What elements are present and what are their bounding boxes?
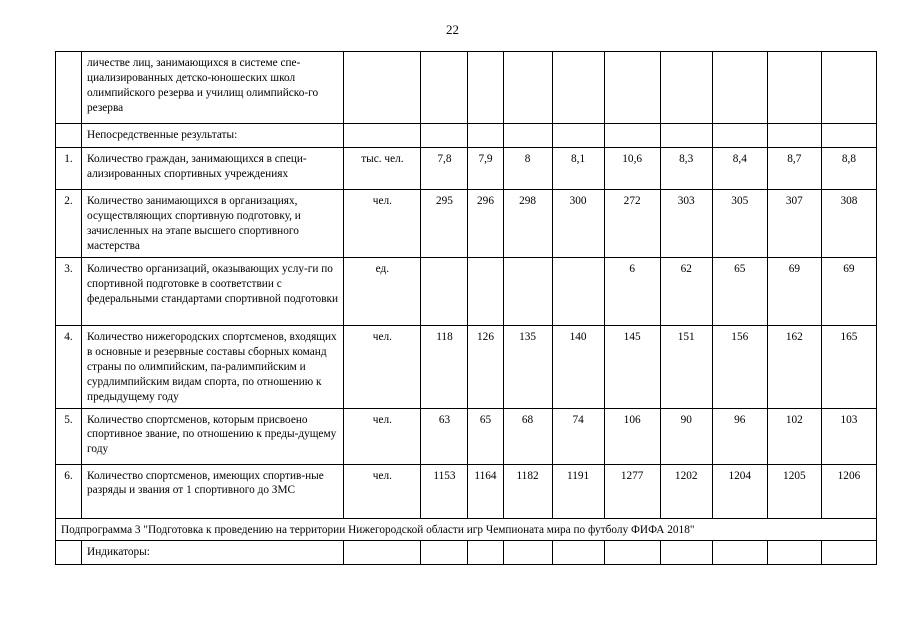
desc-cell: Количество занимающихся в организациях, осуществляющих спортивную подготовку, и зачисленных на этапе высшего спортивного мастерства xyxy=(82,190,344,258)
value-cell xyxy=(552,541,604,565)
table-row xyxy=(56,408,877,464)
value-cell xyxy=(712,541,767,565)
value-cell: 62 xyxy=(660,258,712,326)
value-cell: 308 xyxy=(821,190,876,258)
unit-cell: ед. xyxy=(344,258,421,326)
value-cell: 8 xyxy=(503,148,552,190)
section-row-direct-results xyxy=(56,124,877,148)
value-cell xyxy=(660,52,712,124)
value-cell xyxy=(604,541,660,565)
num-cell: 2. xyxy=(56,190,82,258)
value-cell: 1277 xyxy=(604,464,660,518)
value-cell xyxy=(604,124,660,148)
value-cell xyxy=(503,52,552,124)
value-cell: 1204 xyxy=(712,464,767,518)
value-cell xyxy=(552,124,604,148)
value-cell: 65 xyxy=(712,258,767,326)
table-row xyxy=(56,148,877,190)
value-cell: 10,6 xyxy=(604,148,660,190)
value-cell: 68 xyxy=(503,408,552,464)
value-cell: 74 xyxy=(552,408,604,464)
value-cell xyxy=(421,541,468,565)
value-cell xyxy=(421,258,468,326)
value-cell xyxy=(712,124,767,148)
desc-cell: Количество нижегородских спортсменов, входящих в основные и резервные составы сборных команд страны по олимпийским, па-ралимпийским и сурдлимпийским видам спорта, по отношению к предыдущему году xyxy=(82,326,344,409)
value-cell xyxy=(604,52,660,124)
value-cell: 165 xyxy=(821,326,876,409)
value-cell xyxy=(552,258,604,326)
desc-cell: Количество спортсменов, которым присвоено спортивное звание, по отношению к преды-дущему году xyxy=(82,408,344,464)
value-cell: 303 xyxy=(660,190,712,258)
value-cell: 106 xyxy=(604,408,660,464)
value-cell xyxy=(712,52,767,124)
desc-cell: Количество спортсменов, имеющих спортив-ные разряды и звания от 1 спортивного до ЗМС xyxy=(82,464,344,518)
value-cell: 1202 xyxy=(660,464,712,518)
num-cell: 6. xyxy=(56,464,82,518)
num-cell xyxy=(56,541,82,565)
value-cell xyxy=(767,124,821,148)
value-cell: 300 xyxy=(552,190,604,258)
num-cell: 4. xyxy=(56,326,82,409)
num-cell: 5. xyxy=(56,408,82,464)
table-row xyxy=(56,258,877,326)
value-cell: 295 xyxy=(421,190,468,258)
table-row xyxy=(56,326,877,409)
desc-cell: Количество граждан, занимающихся в специ-ализированных спортивных учреждениях xyxy=(82,148,344,190)
value-cell: 1153 xyxy=(421,464,468,518)
value-cell: 8,8 xyxy=(821,148,876,190)
value-cell: 8,3 xyxy=(660,148,712,190)
value-cell xyxy=(421,52,468,124)
unit-cell: чел. xyxy=(344,408,421,464)
value-cell xyxy=(821,541,876,565)
value-cell: 1205 xyxy=(767,464,821,518)
value-cell xyxy=(821,124,876,148)
unit-cell: тыс. чел. xyxy=(344,148,421,190)
num-cell: 1. xyxy=(56,148,82,190)
unit-cell: чел. xyxy=(344,464,421,518)
value-cell: 272 xyxy=(604,190,660,258)
value-cell: 151 xyxy=(660,326,712,409)
value-cell: 1164 xyxy=(468,464,503,518)
num-cell: 3. xyxy=(56,258,82,326)
value-cell: 6 xyxy=(604,258,660,326)
indicators-label: Индикаторы: xyxy=(82,541,344,565)
value-cell: 298 xyxy=(503,190,552,258)
indicators-row xyxy=(56,541,877,565)
value-cell: 7,8 xyxy=(421,148,468,190)
value-cell: 8,4 xyxy=(712,148,767,190)
value-cell: 305 xyxy=(712,190,767,258)
value-cell: 156 xyxy=(712,326,767,409)
unit-cell xyxy=(344,541,421,565)
value-cell: 96 xyxy=(712,408,767,464)
value-cell: 1206 xyxy=(821,464,876,518)
value-cell: 126 xyxy=(468,326,503,409)
value-cell: 1191 xyxy=(552,464,604,518)
value-cell: 145 xyxy=(604,326,660,409)
value-cell xyxy=(503,124,552,148)
table-row xyxy=(56,190,877,258)
value-cell xyxy=(552,52,604,124)
value-cell xyxy=(767,52,821,124)
value-cell: 7,9 xyxy=(468,148,503,190)
value-cell: 162 xyxy=(767,326,821,409)
value-cell: 69 xyxy=(767,258,821,326)
section-label: Непосредственные результаты: xyxy=(82,124,344,148)
value-cell: 90 xyxy=(660,408,712,464)
value-cell xyxy=(767,541,821,565)
value-cell: 8,1 xyxy=(552,148,604,190)
value-cell xyxy=(660,124,712,148)
value-cell xyxy=(468,258,503,326)
subprogram-row xyxy=(56,518,877,541)
num-cell xyxy=(56,124,82,148)
indicators-table xyxy=(55,51,877,565)
table-row xyxy=(56,464,877,518)
value-cell: 140 xyxy=(552,326,604,409)
num-cell xyxy=(56,52,82,124)
value-cell xyxy=(821,52,876,124)
value-cell: 8,7 xyxy=(767,148,821,190)
value-cell xyxy=(660,541,712,565)
unit-cell: чел. xyxy=(344,326,421,409)
value-cell: 65 xyxy=(468,408,503,464)
value-cell: 63 xyxy=(421,408,468,464)
value-cell: 296 xyxy=(468,190,503,258)
desc-cell: личестве лиц, занимающихся в системе спе-циализированных детско-юношеских школ олимпийского резерва и училищ олимпийско-го резерва xyxy=(82,52,344,124)
value-cell: 103 xyxy=(821,408,876,464)
page-number: 22 xyxy=(446,22,459,37)
value-cell: 69 xyxy=(821,258,876,326)
value-cell: 102 xyxy=(767,408,821,464)
desc-cell: Количество организаций, оказывающих услу-ги по спортивной подготовке в соответствии с федеральными стандартами спортивной подготовки xyxy=(82,258,344,326)
table-row-continued xyxy=(56,52,877,124)
value-cell xyxy=(468,541,503,565)
value-cell: 1182 xyxy=(503,464,552,518)
value-cell xyxy=(503,258,552,326)
value-cell xyxy=(468,52,503,124)
value-cell xyxy=(468,124,503,148)
value-cell: 307 xyxy=(767,190,821,258)
unit-cell xyxy=(344,52,421,124)
subprogram-title: Подпрограмма 3 "Подготовка к проведению на территории Нижегородской области игр Чемпионата мира по футболу ФИФА 2018" xyxy=(56,518,877,541)
value-cell: 118 xyxy=(421,326,468,409)
value-cell: 135 xyxy=(503,326,552,409)
unit-cell xyxy=(344,124,421,148)
unit-cell: чел. xyxy=(344,190,421,258)
value-cell xyxy=(421,124,468,148)
value-cell xyxy=(503,541,552,565)
